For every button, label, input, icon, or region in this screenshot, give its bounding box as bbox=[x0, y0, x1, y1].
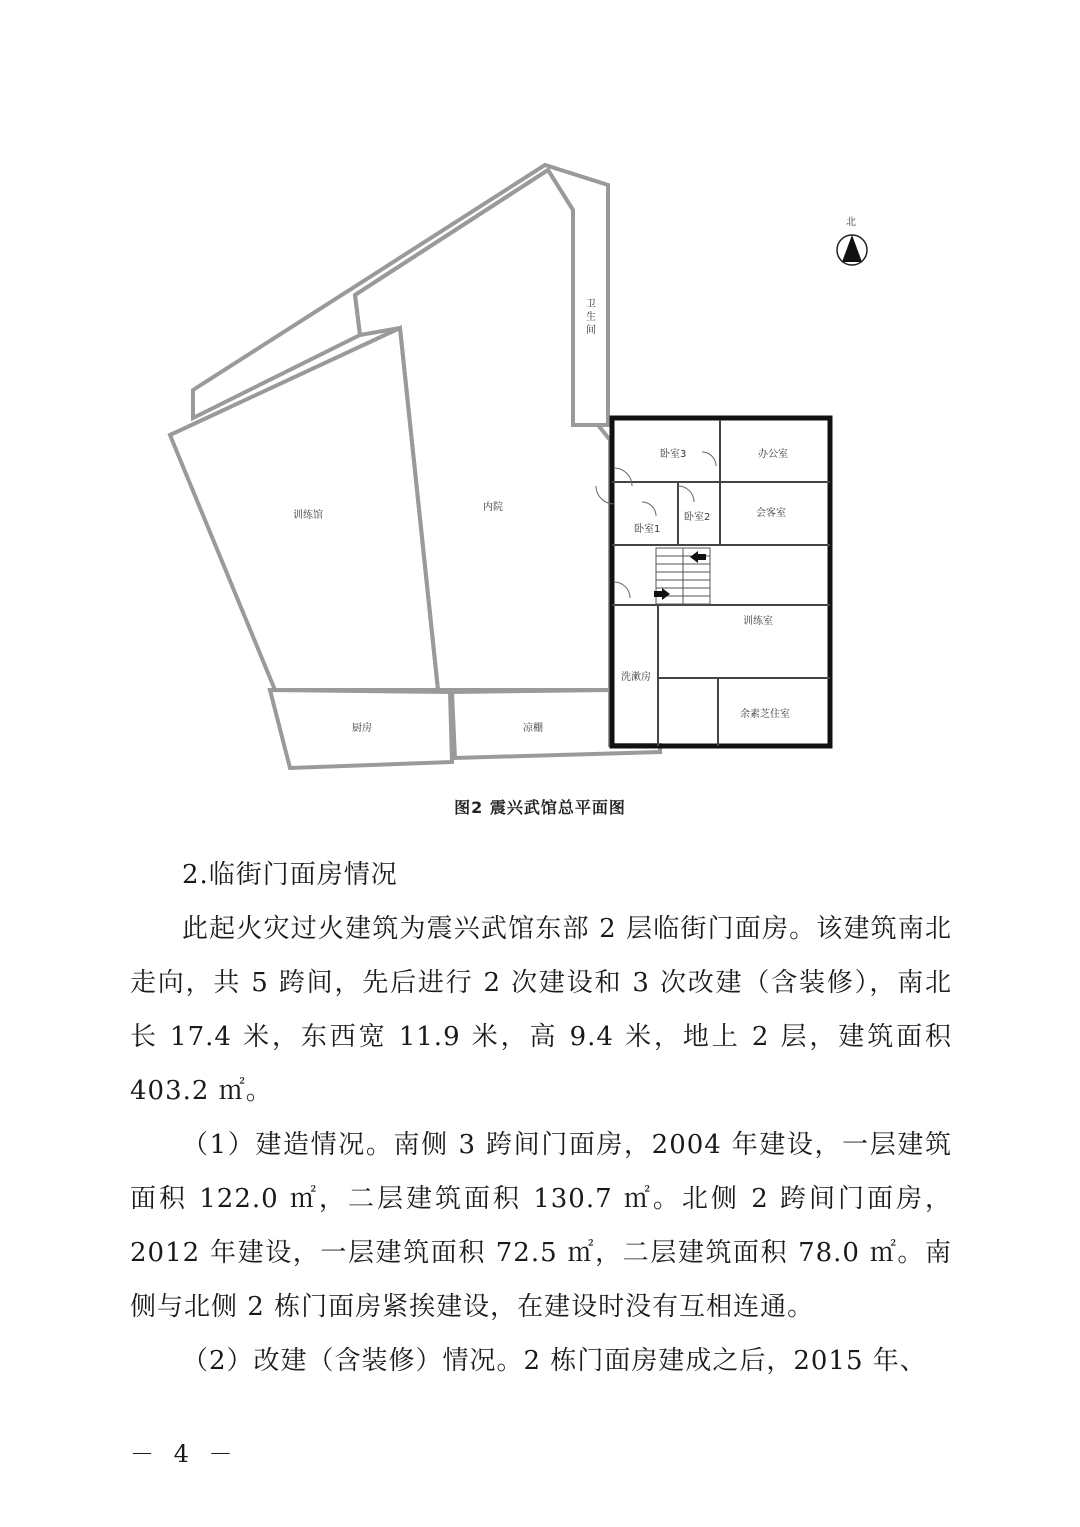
arrow-left-icon bbox=[690, 551, 706, 563]
label-bedroom3: 卧室3 bbox=[660, 449, 687, 460]
label-training-hall: 训练馆 bbox=[293, 510, 323, 521]
label-kitchen: 厨房 bbox=[352, 723, 372, 734]
north-arrow-icon bbox=[842, 235, 862, 262]
door-arc-icon bbox=[678, 486, 694, 502]
door-arc-icon bbox=[614, 582, 630, 598]
label-toilet-2: 生 bbox=[586, 312, 596, 323]
label-inner-courtyard: 内院 bbox=[483, 502, 503, 513]
section-heading: 2.临街门面房情况 bbox=[182, 860, 398, 890]
north-arrow bbox=[837, 216, 867, 265]
page-number: － 4 － bbox=[130, 1440, 239, 1468]
label-training-room: 训练室 bbox=[743, 616, 773, 627]
label-shed: 凉棚 bbox=[523, 723, 543, 734]
label-residence: 余素芝住室 bbox=[740, 709, 790, 720]
paragraph: （1）建造情况。南侧 3 跨间门面房，2004 年建设，一层建筑面积 122.0 ㎡，二层建筑面积 130.7 ㎡。北侧 2 跨间门面房，2012 年建设，一层建筑面积 72.5 ㎡，二层建筑面积 78.0 ㎡。南侧与北侧 2 栋门面房紧挨建设，在建设时没有互相连通。 bbox=[130, 1130, 952, 1322]
label-wash-room: 洗漱房 bbox=[621, 672, 651, 683]
east-building bbox=[596, 418, 830, 746]
paragraph: （2）改建（含装修）情况。2 栋门面房建成之后，2015 年、 bbox=[182, 1346, 927, 1376]
door-arc-icon bbox=[614, 468, 632, 486]
paragraph: 此起火灾过火建筑为震兴武馆东部 2 层临街门面房。该建筑南北走向，共 5 跨间，先后进行 2 次建设和 3 次改建（含装修），南北长 17.4 米，东西宽 11.9 米，高 9.4 米，地上 2 层，建筑面积 403.2 ㎡。 bbox=[130, 914, 952, 1106]
body-text bbox=[130, 848, 952, 1388]
north-label: 北 bbox=[846, 217, 856, 228]
north-strip-outline bbox=[193, 165, 608, 425]
label-bedroom1: 卧室1 bbox=[634, 524, 661, 535]
training-hall-outline bbox=[170, 328, 438, 690]
label-reception: 会客室 bbox=[756, 508, 786, 519]
door-arc-icon bbox=[642, 502, 656, 516]
label-office: 办公室 bbox=[758, 449, 788, 460]
label-toilet-1: 卫 bbox=[586, 299, 596, 310]
figure-caption: 图2 震兴武馆总平面图 bbox=[454, 798, 626, 817]
left-buildings bbox=[170, 165, 660, 768]
door-arc-icon bbox=[702, 452, 716, 466]
label-bedroom2: 卧室2 bbox=[684, 512, 711, 523]
label-toilet-3: 间 bbox=[586, 325, 596, 336]
